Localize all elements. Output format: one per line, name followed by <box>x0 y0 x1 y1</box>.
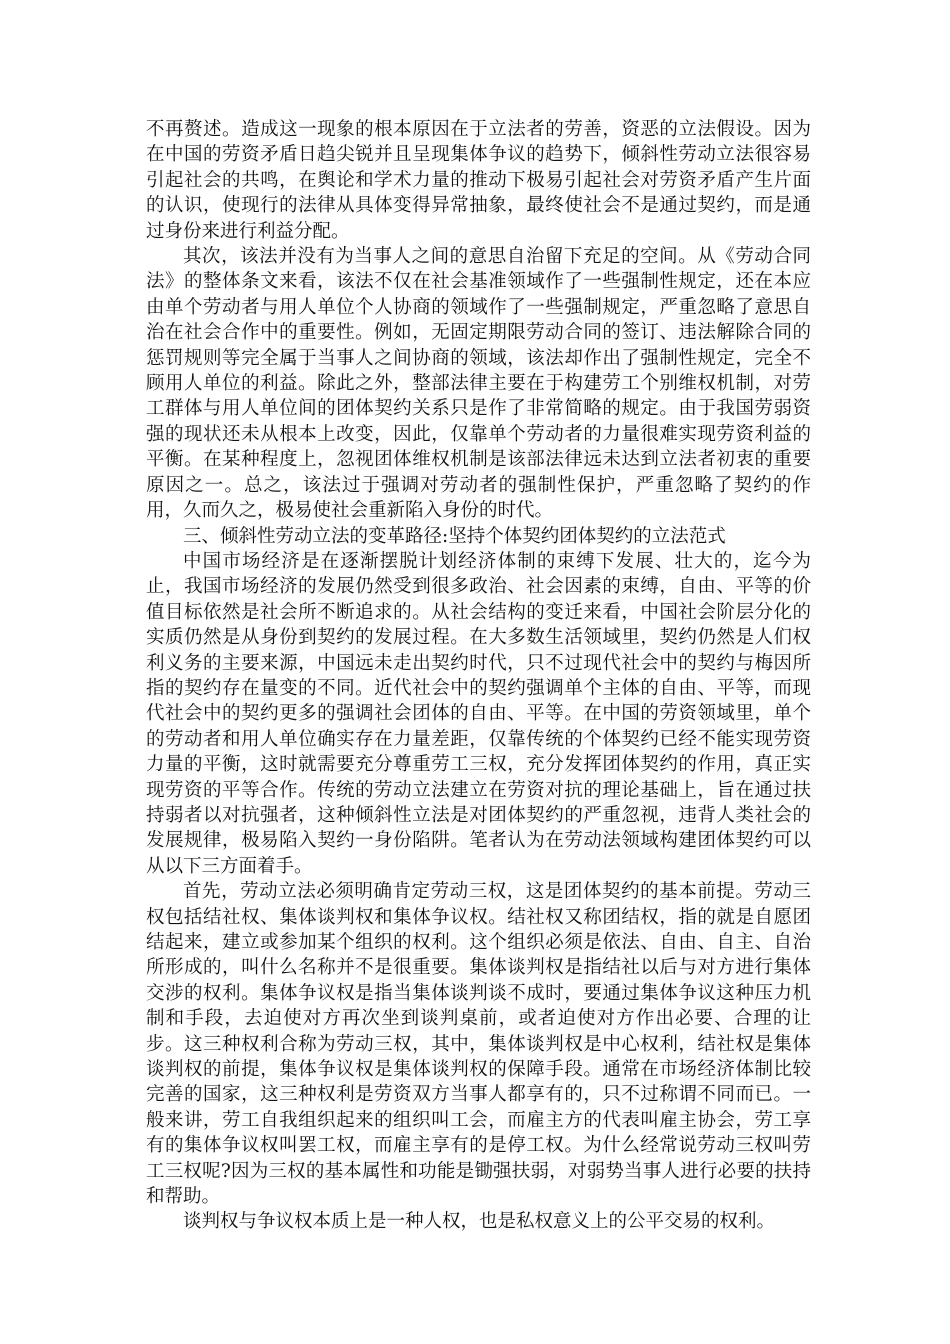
paragraph-continued: 不再赘述。造成这一现象的根本原因在于立法者的劳善，资恶的立法假设。因为在中国的劳资矛盾日趋尖锐并且呈现集体争议的趋势下，倾斜性劳动立法很容易引起社会的共鸣，在舆论和学术力量的推动下极易引起社会对劳资矛盾产生片面的认识，使现行的法律从具体变得异常抽象，最终使社会不是通过契约，而是通过身份来进行利益分配。 <box>146 119 811 242</box>
paragraph-market-economy: 中国市场经济是在逐渐摆脱计划经济体制的束缚下发展、壮大的，迄今为止，我国市场经济的发展仍然受到很多政治、社会因素的束缚，自由、平等的价值目标依然是社会所不断追求的。从社会结构的变迁来看，中国社会阶层分化的实质仍然是从身份到契约的发展过程。在大多数生活领域里，契约仍然是人们权利义务的主要来源，中国远未走出契约时代，只不过现代社会中的契约与梅因所指的契约存在量变的不同。近代社会中的契约强调单个主体的自由、平等，而现代社会中的契约更多的强调社会团体的自由、平等。在中国的劳资领域里，单个的劳动者和用人单位确实存在力量差距，仅靠传统的个体契约已经不能实现劳资力量的平衡，这时就需要充分尊重劳工三权，充分发挥团体契约的作用，真正实现劳资的平等合作。传统的劳动立法建立在劳资对抗的理论基础上，旨在通过扶持弱者以对抗强者，这种倾斜性立法是对团体契约的严重忽视，违背人类社会的发展规律，极易陷入契约一身份陷阱。笔者认为在劳动法领域构建团体契约可以从以下三方面着手。 <box>146 550 811 877</box>
paragraph-secondly: 其次，该法并没有为当事人之间的意思自治留下充足的空间。从《劳动合同法》的整体条文来看，该法不仅在社会基准领域作了一些强制性规定，还在本应由单个劳动者与用人单位个人协商的领域作了一些强制规定，严重忽略了意思自治在社会合作中的重要性。例如，无固定期限劳动合同的签订、违法解除合同的惩罚规则等完全属于当事人之间协商的领域，该法却作出了强制性规定，完全不顾用人单位的利益。除此之外，整部法律主要在于构建劳工个别维权机制，对劳工群体与用人单位间的团体契约关系只是作了非常简略的规定。由于我国劳弱资强的现状还未从根本上改变，因此，仅靠单个劳动者的力量很难实现劳资利益的平衡。在某种程度上，忽视团体维权机制是该部法律远未达到立法者初衷的重要原因之一。总之，该法过于强调对劳动者的强制性保护，严重忽略了契约的作用，久而久之，极易使社会重新陷入身份的时代。 <box>146 246 811 522</box>
paragraph-negotiation-rights: 谈判权与争议权本质上是一种人权，也是私权意义上的公平交易的权利。 <box>183 1211 776 1233</box>
paragraph-first: 首先，劳动立法必须明确肯定劳动三权，这是团体契约的基本前提。劳动三权包括结社权、集体谈判权和集体争议权。结社权又称团结权，指的就是自愿团结起来，建立或参加某个组织的权利。这个组织必须是依法、自由、自主、自治所形成的，叫什么名称并不是很重要。集体谈判权是指结社以后与对方进行集体交涉的权利。集体争议权是指当集体谈判谈不成时，要通过集体争议这种压力机制和手段，去迫使对方再次坐到谈判桌前，或者迫使对方作出必要、合理的让步。这三种权利合称为劳动三权，其中，集体谈判权是中心权利，结社权是集体谈判权的前提，集体争议权是集体谈判权的保障手段。通常在市场经济体制比较完善的国家，这三种权利是劳资双方当事人都享有的，只不过称谓不同而已。一般来讲，劳工自我组织起来的组织叫工会，而雇主方的代表叫雇主协会，劳工享有的集体争议权叫罢工权，而雇主享有的是停工权。为什么经常说劳动三权叫劳工三权呢?因为三权的基本属性和功能是锄强扶弱，对弱势当事人进行必要的扶持和帮助。 <box>146 881 811 1208</box>
document-body <box>146 117 811 1235</box>
section-heading: 三、倾斜性劳动立法的变革路径:坚持个体契约团体契约的立法范式 <box>183 525 726 547</box>
